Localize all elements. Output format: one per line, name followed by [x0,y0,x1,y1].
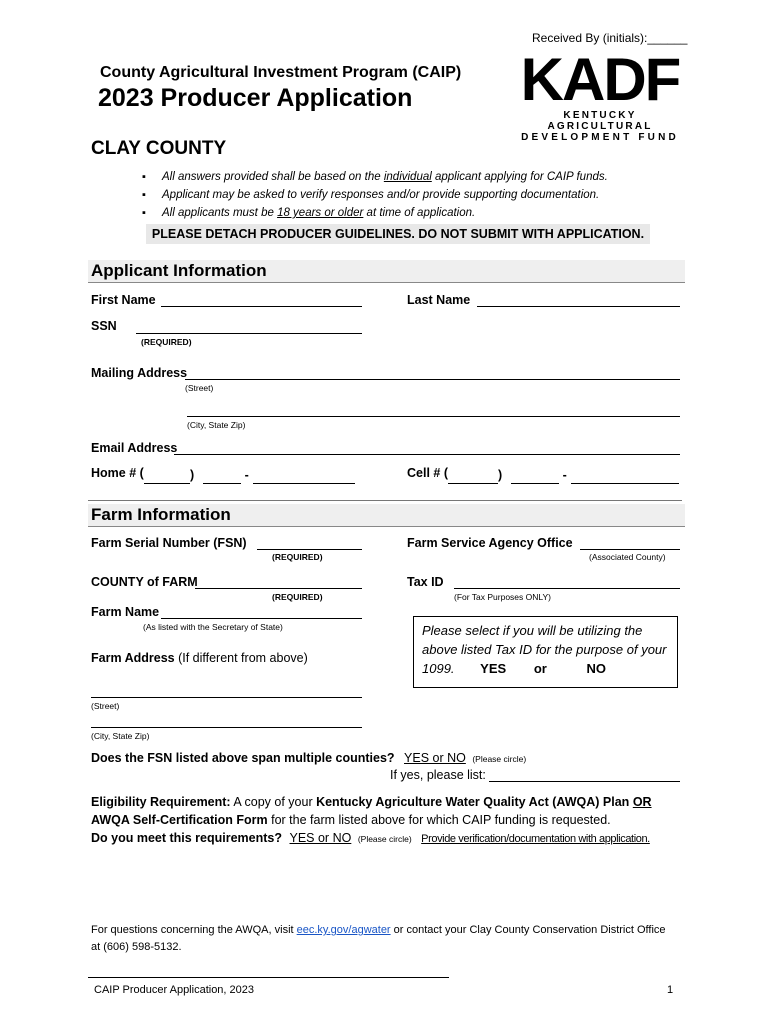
instruction-item: ▪ All answers provided shall be based on the individual applicant applying for CAIP funds. [140,168,680,186]
home-phone-field[interactable]: ) - [144,466,362,480]
tax-id-1099-yes[interactable]: YES [480,661,507,676]
county-of-farm-field[interactable] [195,575,362,589]
span-counties-question: Does the FSN listed above span multiple counties? [91,751,395,765]
fsa-associated-note: (Associated County) [589,552,666,562]
kadf-logo-wordmark: KADF [520,46,680,113]
tax-id-note: (For Tax Purposes ONLY) [454,592,551,602]
eligibility-answer[interactable]: YES or NO [289,831,352,845]
instruction-item: ▪ All applicants must be 18 years or older at time of application. [140,204,680,222]
tax-id-1099-box [413,616,678,688]
eligibility-question: Do you meet this requirements? [91,831,283,845]
awqa-contact-note: For questions concerning the AWQA, visit eec.ky.gov/agwater or contact your Clay County Conservation District Office at (606) 598-5132. [91,924,666,953]
fsn-field[interactable] [257,536,362,550]
home-phone-label: Home # ( [91,466,144,480]
farm-name-label: Farm Name [91,605,160,619]
farm-street-field[interactable] [91,684,362,698]
application-title: 2023 Producer Application [98,84,413,112]
program-title: County Agricultural Investment Program (CAIP) [100,64,462,81]
county-of-farm-label: COUNTY of FARM [91,575,198,589]
farm-name-field[interactable] [161,605,362,619]
county-title: CLAY COUNTY [91,138,227,159]
received-by: Received By (initials):______ [532,31,688,45]
ssn-required-note: (REQUIRED) [141,337,192,347]
awqa-link[interactable]: eec.ky.gov/agwater [296,924,391,936]
farm-section-heading: Farm Information [88,503,685,527]
email-field[interactable] [174,441,680,455]
span-counties-answer[interactable]: YES or NO [404,751,466,765]
last-name-label: Last Name [407,293,471,307]
kadf-logo-line2: DEVELOPMENT FUND [521,132,679,143]
farm-city-note: (City, State Zip) [91,731,150,741]
kadf-logo-line1: KENTUCKY AGRICULTURAL [547,110,653,132]
farm-name-note: (As listed with the Secretary of State) [143,622,283,632]
farm-city-field[interactable] [91,714,362,728]
page-number: 1 [667,984,674,996]
kadf-logo [518,46,682,143]
if-yes-field[interactable] [489,768,680,782]
footer-divider [88,977,449,978]
mailing-street-note: (Street) [185,383,214,393]
tax-id-label: Tax ID [407,575,444,589]
farm-address-label: Farm Address (If different from above) [91,651,308,665]
cell-phone-field[interactable]: ) - [448,466,680,480]
fsa-office-field[interactable] [580,536,680,550]
farm-street-note: (Street) [91,701,120,711]
mailing-address-label: Mailing Address [91,366,188,380]
last-name-field[interactable] [477,293,680,307]
county-required-note: (REQUIRED) [272,592,323,602]
tax-id-1099-or: or [533,661,547,676]
footer-title: CAIP Producer Application, 2023 [94,984,255,996]
tax-id-1099-no[interactable]: NO [586,661,606,676]
ssn-label: SSN [91,319,117,333]
first-name-field[interactable] [161,293,362,307]
section-divider [88,500,682,501]
ssn-field[interactable] [136,320,362,334]
cell-phone-label: Cell # ( [407,466,448,480]
fsn-label: Farm Serial Number (FSN) [91,536,247,550]
span-counties-row [91,751,526,765]
instruction-item: ▪ Applicant may be asked to verify responses and/or provide supporting documentation. [140,186,680,204]
email-label: Email Address [91,441,178,455]
mailing-city-note: (City, State Zip) [187,420,246,430]
mailing-street-field[interactable] [185,366,680,380]
instructions-list [140,168,680,222]
fsn-required-note: (REQUIRED) [272,552,323,562]
mailing-city-field[interactable] [187,403,680,417]
span-please-circle: (Please circle) [472,754,527,764]
tax-id-field[interactable] [454,575,680,589]
eligibility-requirement: Eligibility Requirement: A copy of your Kentucky Agriculture Water Quality Act (AWQA) Plan OR AWQA Self-Certification Form for the farm listed above for which CAIP funding is requested. Do you meet this requirements? YES or NO (Please circle) Provide verification/documentation with application. [91,795,652,845]
first-name-label: First Name [91,293,156,307]
detach-notice: PLEASE DETACH PRODUCER GUIDELINES. DO NOT SUBMIT WITH APPLICATION. [146,224,650,244]
tax-id-1099-question: Please select if you will be utilizing the above listed Tax ID for the purpose of your 1099. [422,623,667,676]
provide-verification-note: Provide verification/documentation with application. [421,833,650,845]
if-yes-label: If yes, please list: [390,768,486,782]
fsa-office-label: Farm Service Agency Office [407,536,573,550]
applicant-section-heading: Applicant Information [88,259,685,283]
